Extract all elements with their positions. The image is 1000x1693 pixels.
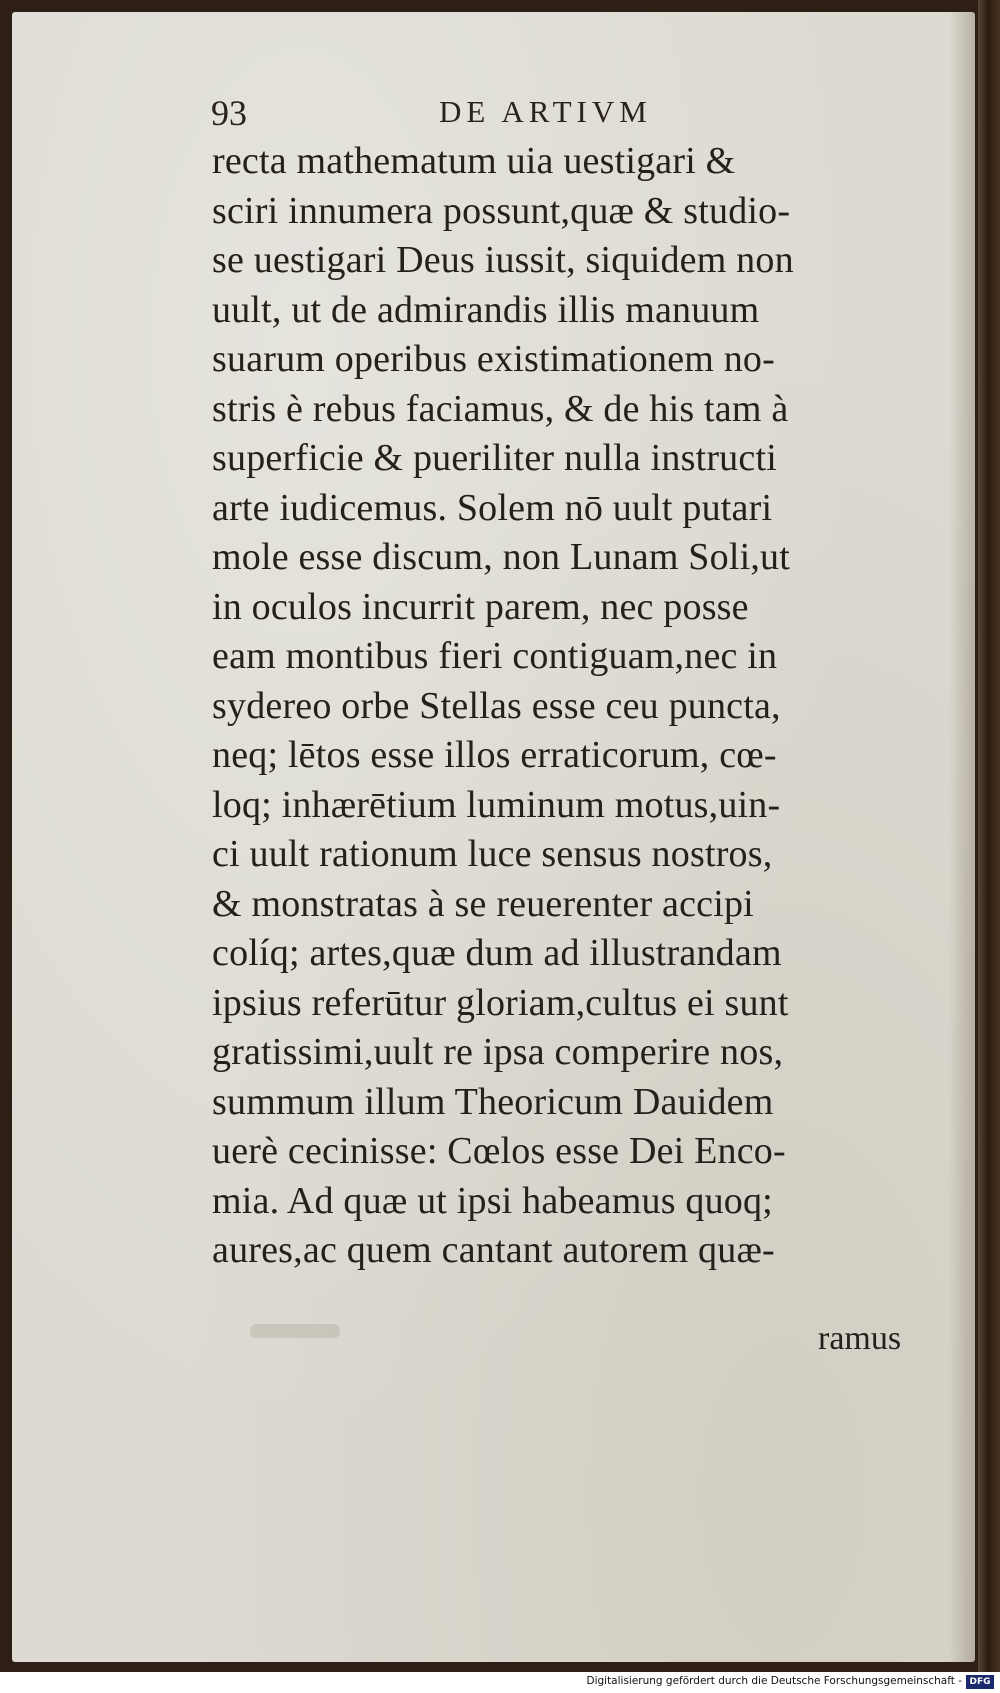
text-line: recta mathematum uia uestigari & [212, 140, 736, 182]
text-line: ci uult rationum luce sensus nostros, [212, 833, 773, 875]
text-line: neq; lētos esse illos erraticorum, cœ- [212, 734, 777, 776]
footer-bar [0, 1672, 1000, 1693]
text-line: ipsius referūtur gloriam,cultus ei sunt [212, 981, 789, 1024]
text-line: stris è rebus faciamus, & de his tam à [212, 387, 789, 430]
text-line: eam montibus fieri contiguam,nec in [212, 635, 778, 677]
text-line: suarum operibus existimationem no- [212, 338, 775, 380]
text-line: in oculos incurrit parem, nec posse [212, 585, 749, 628]
text-line: gratissimi,uult re ipsa comperire nos, [212, 1031, 784, 1073]
text-line: colíq; artes,quæ dum ad illustrandam [212, 932, 782, 974]
text-line: sydereo orbe Stellas esse ceu puncta, [212, 684, 781, 727]
funding-credit: Digitalisierung gefördert durch die Deutsche Forschungsgemeinschaft - [586, 1675, 962, 1687]
running-head: DE ARTIVM [439, 94, 652, 129]
dfg-logo-icon: DFG [966, 1675, 994, 1689]
text-line: uerè cecinisse: Cœlos esse Dei Enco- [212, 1130, 786, 1172]
show-through-mark [250, 1324, 340, 1338]
page-header [211, 92, 731, 136]
catchword: ramus [818, 1320, 902, 1357]
text-line: mole esse discum, non Lunam Soli,ut [212, 536, 791, 578]
text-line: loq; inhærētium luminum motus,uin- [212, 783, 781, 826]
page-number: 93 [211, 93, 247, 133]
text-line: aures,ac quem cantant autorem quæ- [212, 1229, 775, 1271]
text-line: mia. Ad quæ ut ipsi habeamus quoq; [212, 1179, 773, 1222]
text-line: sciri innumera possunt,quæ & studio- [212, 189, 791, 232]
text-line: & monstratas à se reuerenter accipi [212, 882, 754, 925]
book-edge [978, 0, 1000, 1672]
text-line: summum illum Theoricum Dauidem [212, 1080, 774, 1123]
text-line: se uestigari Deus iussit, siquidem non [212, 239, 794, 281]
text-line: uult, ut de admirandis illis manuum [212, 288, 760, 331]
text-line: arte iudicemus. Solem nō uult putari [212, 486, 773, 529]
text-line: superficie & pueriliter nulla instructi [212, 437, 777, 479]
body-text [212, 137, 882, 1276]
gutter-shadow [949, 12, 975, 1662]
